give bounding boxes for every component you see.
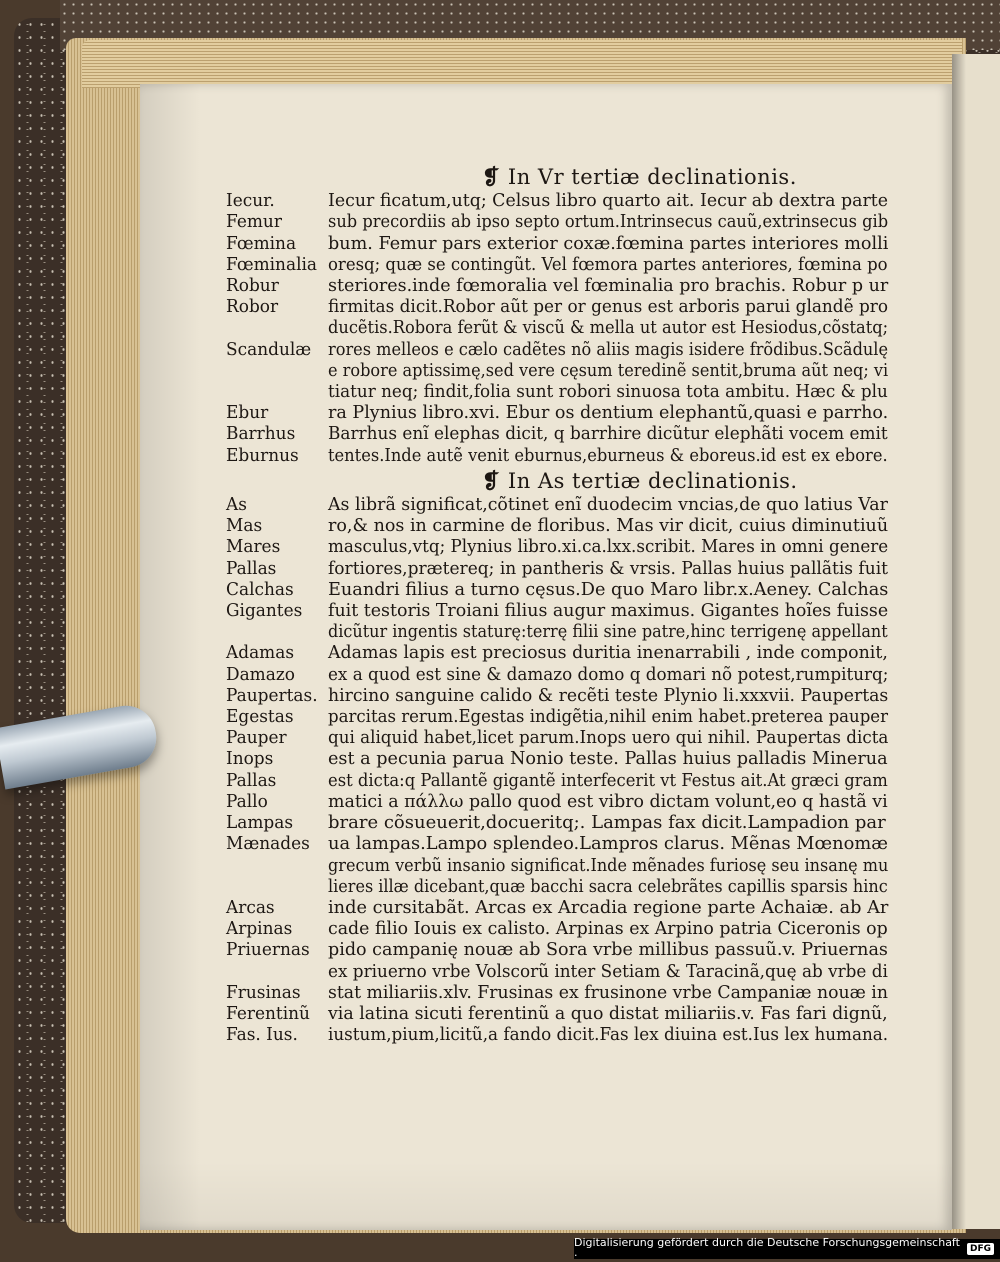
body-text (328, 296, 888, 317)
page-edges-top (82, 40, 962, 88)
margin-word: Eburnus (226, 444, 299, 466)
body-line: grecum verbũ insanio significat.Inde mẽnades furiosę seu insanę mu (328, 854, 889, 876)
text-row (226, 664, 946, 685)
text-row (226, 855, 946, 876)
section-heading-text: In Vr tertiæ declinationis. (507, 165, 797, 189)
body-text (328, 381, 888, 402)
paragraph-mark-icon: ❡ (482, 467, 508, 493)
text-row (226, 296, 946, 317)
text-row (226, 1003, 946, 1024)
text-row (226, 360, 946, 381)
text-row (226, 727, 946, 748)
text-row (226, 685, 946, 706)
margin-note (226, 791, 328, 812)
margin-note (226, 939, 328, 960)
text-row (226, 402, 946, 423)
body-line: ra Plynius libro.xvi. Ebur os dentium elephantũ,quasi e parrho. (328, 402, 889, 424)
body-line: lieres illæ dicebant,quæ bacchi sacra celebrãtes capillis sparsis hinc (328, 875, 888, 897)
margin-note (226, 982, 328, 1003)
margin-note (226, 233, 328, 254)
margin-note (226, 360, 328, 381)
margin-word: Pallas (226, 769, 277, 791)
text-row (226, 706, 946, 727)
body-text (328, 494, 888, 515)
body-text (328, 360, 888, 381)
paragraph-mark-icon: ❡ (482, 164, 508, 189)
body-text (328, 536, 888, 557)
margin-note (226, 748, 328, 769)
body-text (328, 1003, 888, 1024)
body-text (328, 402, 888, 423)
margin-word: Calchas (226, 578, 294, 600)
body-line: parcitas rerum.Egestas indigẽtia,nihil enim habet.preterea pauper (328, 706, 889, 728)
body-line: bum. Femur pars exterior coxæ.fœmina partes interiores molli (328, 232, 889, 254)
margin-word: Gigantes (226, 600, 303, 622)
footer-bar (574, 1236, 1000, 1262)
margin-note (226, 515, 328, 536)
section-heading-text: In As tertiæ declinationis. (507, 468, 798, 493)
body-line: oresq; quæ se contingũt. Vel fœmora partes anteriores, fœmina po (328, 253, 888, 275)
margin-note (226, 317, 328, 338)
body-line: brare cõsueuerit,docueritq;. Lampas fax dicit.Lampadion par (328, 812, 886, 834)
margin-note (226, 855, 328, 876)
margin-note (226, 876, 328, 897)
section-heading (482, 166, 946, 188)
text-row (226, 918, 946, 939)
margin-word: Iecur. (226, 190, 275, 212)
margin-word: Scandulæ (226, 338, 312, 360)
margin-note (226, 897, 328, 918)
text-row (226, 445, 946, 466)
text-row (226, 1024, 946, 1045)
text-row (226, 233, 946, 254)
body-line: Adamas lapis est preciosus duritia inenarrabili , inde componit, (328, 642, 888, 664)
body-line: cade filio Iouis ex calisto. Arpinas ex Arpino patria Ciceronis op (328, 918, 888, 940)
margin-word: Mas (226, 515, 263, 537)
body-line: tentes.Inde autẽ venit eburnus,eburneus & eboreus.id est ex ebore. (328, 444, 888, 466)
margin-word: Pauper (226, 727, 287, 749)
body-line: rores melleos e cælo cadẽtes nõ aliis magis isidere frõdibus.Scãdulę (328, 338, 889, 360)
margin-word: Robor (226, 296, 279, 318)
body-text (328, 233, 888, 254)
margin-note (226, 770, 328, 791)
body-text (328, 445, 888, 466)
body-line: qui aliquid habet,licet parum.Inops uero qui nihil. Paupertas dicta (328, 727, 889, 749)
body-line: ex a quod est sine & damazo domo q domari nõ potest,rumpiturq; (328, 663, 889, 685)
text-row (226, 961, 946, 982)
margin-note (226, 381, 328, 402)
text-row (226, 812, 946, 833)
body-text (328, 897, 888, 918)
section-heading (482, 467, 946, 493)
text-row (226, 621, 946, 642)
body-line: Barrhus enĩ elephas dicit, q barrhire dicũtur elephãti vocem emit (328, 423, 888, 445)
body-line: via latina sicuti ferentinũ a quo distat miliariis.v. Fas fari dignũ, (328, 1002, 888, 1024)
margin-note (226, 254, 328, 275)
margin-word: Egestas (226, 706, 294, 728)
body-text (328, 706, 888, 727)
body-line: fortiores,prætereq; in pantheris & vrsis. Pallas huius pallãtis fuit (328, 557, 888, 579)
text-row (226, 579, 946, 600)
margin-word: Arpinas (226, 918, 293, 940)
margin-note (226, 494, 328, 515)
body-text (328, 748, 888, 769)
margin-word: Pallo (226, 790, 268, 812)
dfg-logo: DFG (967, 1243, 994, 1255)
body-text (328, 855, 888, 876)
margin-note (226, 961, 328, 982)
margin-word: Adamas (226, 642, 295, 664)
margin-note (226, 536, 328, 557)
margin-note (226, 402, 328, 423)
text-row (226, 536, 946, 557)
margin-word (226, 360, 322, 381)
body-text (328, 961, 888, 982)
margin-note (226, 727, 328, 748)
body-text (328, 664, 888, 685)
margin-note (226, 1003, 328, 1024)
body-line: stat miliariis.xlv. Frusinas ex frusinone vrbe Campaniæ nouæ in (328, 981, 888, 1003)
body-line: matici a πάλλω pallo quod est vibro dictam volunt,eo q hastã vi (328, 790, 888, 812)
body-line: As librã significat,cõtinet enĩ duodecim vncias,de quo latius Var (328, 494, 888, 516)
margin-note (226, 558, 328, 579)
text-row (226, 317, 946, 338)
body-text (328, 600, 888, 621)
margin-note (226, 642, 328, 663)
body-text (328, 579, 888, 600)
text-row (226, 897, 946, 918)
margin-note (226, 685, 328, 706)
margin-note (226, 275, 328, 296)
text-row (226, 275, 946, 296)
body-text (328, 812, 888, 833)
body-text (328, 558, 888, 579)
margin-note (226, 918, 328, 939)
text-row (226, 939, 946, 960)
body-line: ex priuerno vrbe Volscorũ inter Setiam & Taracinã,quę ab vrbe di (328, 960, 888, 982)
body-line: fuit testoris Troiani filius augur maximus. Gigantes hoĩes fuisse (328, 600, 889, 622)
body-line: pido campanię nouæ ab Sora vrbe millibus passuũ.v. Priuernas (328, 939, 888, 961)
body-text (328, 770, 888, 791)
body-line: sub precordiis ab ipso septo ortum.Intrinsecus cauũ,extrinsecus gib (328, 211, 889, 233)
margin-word (226, 876, 322, 897)
margin-note (226, 445, 328, 466)
margin-word (226, 317, 322, 338)
text-row (226, 600, 946, 621)
body-text (328, 918, 888, 939)
body-line: firmitas dicit.Robor aũt per or genus est arboris parui glandẽ pro (328, 296, 889, 318)
body-line: est dicta:q Pallantẽ gigantẽ interfecerit vt Festus ait.At græci gram (328, 769, 888, 791)
body-text (328, 423, 888, 444)
body-line: tiatur neq; findit,folia sunt robori sinuosa tota ambitu. Hæc & plu (328, 381, 888, 403)
body-text (328, 791, 888, 812)
margin-word: Inops (226, 748, 274, 770)
body-text (328, 642, 888, 663)
margin-word: Ferentinũ (226, 1002, 310, 1024)
margin-note (226, 211, 328, 232)
body-text (328, 982, 888, 1003)
body-text (328, 254, 888, 275)
text-row (226, 876, 946, 897)
body-text (328, 685, 888, 706)
margin-word: Paupertas. (226, 684, 318, 706)
body-line: e robore aptissimę,sed vere cęsum teredinẽ sentit,bruma aũt neq; vi (328, 359, 889, 381)
text-row (226, 381, 946, 402)
margin-note (226, 1024, 328, 1045)
text-row (226, 515, 946, 536)
margin-note (226, 339, 328, 360)
margin-word: Mares (226, 536, 281, 558)
body-line: hircino sanguine calido & recẽti teste Plynio li.xxxvii. Paupertas (328, 684, 889, 706)
text-row (226, 770, 946, 791)
margin-note (226, 812, 328, 833)
body-line: dicũtur ingentis staturę:terrę filii sine patre,hinc terrigenę appellant (328, 621, 888, 643)
margin-word: Barrhus (226, 423, 296, 445)
page-text (226, 166, 946, 1045)
margin-word: Fœmina (226, 232, 297, 254)
text-row (226, 982, 946, 1003)
margin-word: As (226, 494, 247, 516)
text-row (226, 748, 946, 769)
body-text (328, 190, 888, 211)
body-text (328, 1024, 888, 1045)
text-row (226, 642, 946, 663)
body-line: iustum,pium,licitũ,a fando dicit.Fas lex diuina est.Ius lex humana. (328, 1024, 889, 1046)
body-text (328, 211, 888, 232)
text-row (226, 791, 946, 812)
text-row (226, 190, 946, 211)
text-row (226, 423, 946, 444)
text-row (226, 833, 946, 854)
text-row (226, 254, 946, 275)
margin-word: Robur (226, 275, 279, 297)
text-row (226, 558, 946, 579)
margin-note (226, 706, 328, 727)
text-row (226, 339, 946, 360)
facing-page-edge (952, 54, 1000, 1229)
margin-note (226, 579, 328, 600)
body-line: ua lampas.Lampo splendeo.Lampros clarus. Mẽnas Mœnomæ (328, 833, 888, 855)
margin-word: Fœminalia (226, 253, 318, 275)
margin-word: Mænades (226, 833, 310, 855)
margin-note (226, 600, 328, 621)
body-text (328, 727, 888, 748)
margin-word: Fas. Ius. (226, 1024, 298, 1046)
body-line: steriores.inde fœmoralia vel fœminalia pro brachis. Robur p ur (328, 275, 889, 297)
margin-word (226, 855, 322, 876)
body-line: masculus,vtq; Plynius libro.xi.ca.lxx.scribit. Mares in omni genere (328, 536, 889, 558)
body-line: ro,& nos in carmine de floribus. Mas vir dicit, cuius diminutiuũ (328, 515, 889, 537)
margin-note (226, 296, 328, 317)
body-line: inde cursitabãt. Arcas ex Arcadia regione parte Achaiæ. ab Ar (328, 896, 889, 918)
margin-word (226, 381, 322, 402)
margin-word: Pallas (226, 557, 277, 579)
body-text (328, 833, 888, 854)
body-text (328, 317, 888, 338)
margin-note (226, 664, 328, 685)
margin-word: Damazo (226, 663, 295, 685)
margin-note (226, 423, 328, 444)
body-text (328, 515, 888, 536)
margin-note (226, 621, 328, 642)
body-line: est a pecunia parua Nonio teste. Pallas huius palladis Minerua (328, 748, 888, 770)
margin-word: Priuernas (226, 939, 310, 961)
body-text (328, 275, 888, 296)
body-line: ducẽtis.Robora ferũt & viscũ & mella ut autor est Hesiodus,cõstatq; (328, 317, 889, 339)
margin-note (226, 833, 328, 854)
margin-word: Ebur (226, 402, 269, 424)
footer-text: Digitalisierung gefördert durch die Deutsche Forschungsgemeinschaft · (574, 1236, 960, 1262)
margin-word: Arcas (226, 896, 275, 918)
body-text (328, 939, 888, 960)
margin-word (226, 621, 322, 642)
book-page (140, 84, 952, 1230)
margin-word (226, 961, 322, 982)
body-line: Euandri filius a turno cęsus.De quo Maro libr.x.Aeney. Calchas (328, 578, 889, 600)
body-text (328, 339, 888, 360)
body-text (328, 621, 888, 642)
margin-word: Lampas (226, 812, 294, 834)
margin-word: Femur (226, 211, 282, 233)
text-row (226, 494, 946, 515)
text-row (226, 211, 946, 232)
margin-word: Frusinas (226, 981, 301, 1003)
margin-note (226, 190, 328, 211)
body-text (328, 876, 888, 897)
body-line: Iecur ficatum,utq; Celsus libro quarto ait. Iecur ab dextra parte (328, 190, 889, 212)
